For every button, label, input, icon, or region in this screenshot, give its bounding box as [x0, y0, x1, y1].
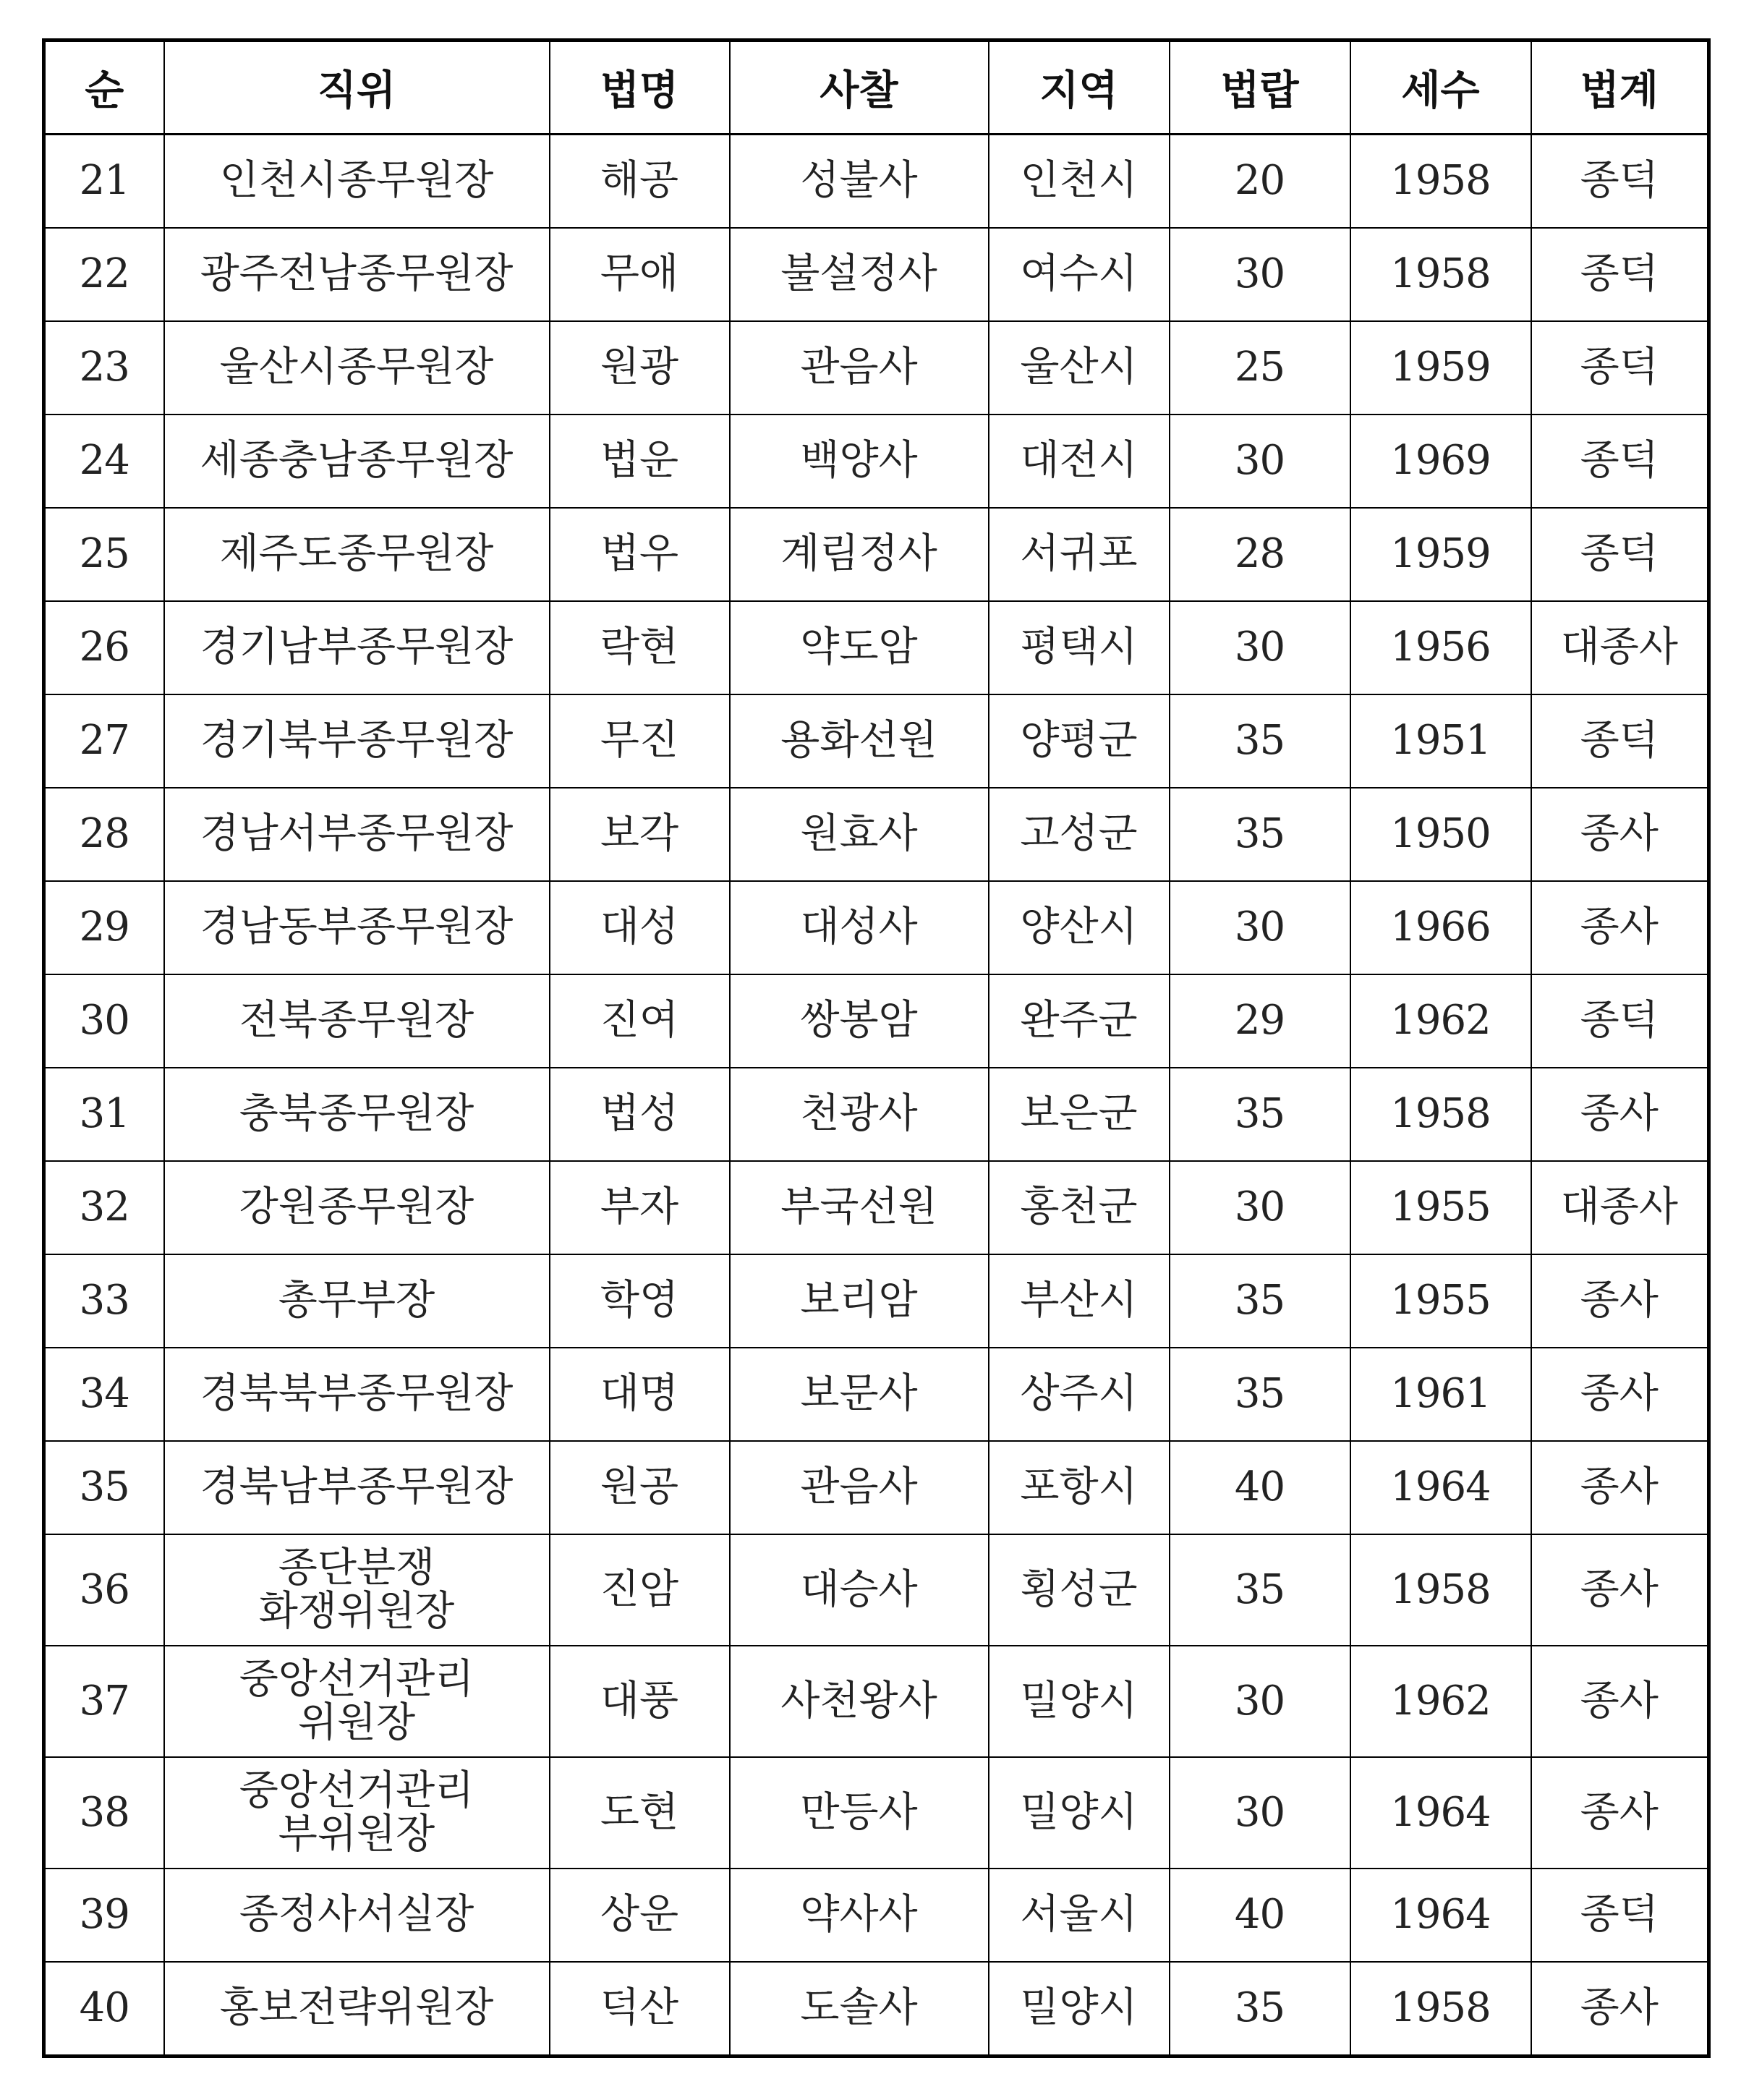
- cell-birth-year: 1956: [1350, 601, 1531, 694]
- cell-dharma-name: 해공: [550, 135, 730, 229]
- cell-monastic-years: 35: [1170, 694, 1350, 788]
- cell-temple: 관음사: [730, 1441, 989, 1534]
- cell-monastic-years: 30: [1170, 601, 1350, 694]
- cell-number: 39: [44, 1869, 164, 1962]
- cell-dharma-rank: 종덕: [1531, 228, 1709, 321]
- cell-position: [164, 974, 550, 1068]
- cell-number: 22: [44, 228, 164, 321]
- cell-birth-year: 1958: [1350, 135, 1531, 229]
- cell-dharma-rank: 종덕: [1531, 1869, 1709, 1962]
- cell-region: 포항시: [989, 1441, 1170, 1534]
- cell-monastic-years: 30: [1170, 415, 1350, 508]
- cell-region: 밀양시: [989, 1962, 1170, 2057]
- header-temple: 사찰: [730, 41, 989, 135]
- cell-monastic-years: 40: [1170, 1441, 1350, 1534]
- cell-dharma-name: 보각: [550, 788, 730, 881]
- cell-temple: 사천왕사: [730, 1646, 989, 1757]
- cell-position: [164, 788, 550, 881]
- cell-number: 37: [44, 1646, 164, 1757]
- cell-birth-year: 1955: [1350, 1161, 1531, 1254]
- header-number: 순: [44, 41, 164, 135]
- header-position: 직위: [164, 41, 550, 135]
- cell-monastic-years: 30: [1170, 1757, 1350, 1869]
- cell-dharma-name: 상운: [550, 1869, 730, 1962]
- table-row: [44, 1757, 1709, 1869]
- cell-monastic-years: 28: [1170, 508, 1350, 601]
- cell-birth-year: 1959: [1350, 321, 1531, 415]
- position-line: 광주전남종무원장: [200, 250, 514, 298]
- cell-dharma-name: 무애: [550, 228, 730, 321]
- cell-position: [164, 1534, 550, 1646]
- cell-position: [164, 694, 550, 788]
- header-row: [44, 41, 1709, 135]
- cell-region: 밀양시: [989, 1646, 1170, 1757]
- cell-number: 32: [44, 1161, 164, 1254]
- cell-monastic-years: 25: [1170, 321, 1350, 415]
- cell-number: 36: [44, 1534, 164, 1646]
- cell-temple: 부국선원: [730, 1161, 989, 1254]
- cell-dharma-rank: 종사: [1531, 788, 1709, 881]
- cell-dharma-name: 학영: [550, 1254, 730, 1348]
- cell-dharma-rank: 종덕: [1531, 694, 1709, 788]
- position-line: 경기북부종무원장: [200, 717, 514, 765]
- cell-monastic-years: 30: [1170, 1646, 1350, 1757]
- cell-dharma-rank: 종사: [1531, 1534, 1709, 1646]
- roster-table: [42, 38, 1711, 2058]
- table-row: [44, 321, 1709, 415]
- cell-dharma-name: 진여: [550, 974, 730, 1068]
- cell-dharma-name: 진암: [550, 1534, 730, 1646]
- position-line: 경북남부종무원장: [200, 1463, 514, 1511]
- position-line: 화쟁위원장: [258, 1588, 455, 1635]
- cell-region: 울산시: [989, 321, 1170, 415]
- table-row: [44, 974, 1709, 1068]
- cell-number: 31: [44, 1068, 164, 1161]
- cell-dharma-name: 대명: [550, 1348, 730, 1441]
- position-line: 충북종무원장: [239, 1090, 474, 1138]
- table-row: [44, 881, 1709, 974]
- cell-temple: 약도암: [730, 601, 989, 694]
- cell-birth-year: 1961: [1350, 1348, 1531, 1441]
- cell-number: 38: [44, 1757, 164, 1869]
- position-line: 경북북부종무원장: [200, 1370, 514, 1418]
- cell-temple: 원효사: [730, 788, 989, 881]
- table-body: [44, 135, 1709, 2057]
- header-dharma-name: 법명: [550, 41, 730, 135]
- header-dharma-rank: 법계: [1531, 41, 1709, 135]
- cell-temple: 성불사: [730, 135, 989, 229]
- cell-birth-year: 1964: [1350, 1757, 1531, 1869]
- table-header: [44, 41, 1709, 135]
- cell-region: 서울시: [989, 1869, 1170, 1962]
- position-line: 전북종무원장: [239, 997, 474, 1045]
- cell-dharma-name: 법운: [550, 415, 730, 508]
- cell-temple: 약사사: [730, 1869, 989, 1962]
- cell-birth-year: 1959: [1350, 508, 1531, 601]
- cell-number: 30: [44, 974, 164, 1068]
- table-row: [44, 1869, 1709, 1962]
- cell-position: [164, 881, 550, 974]
- cell-position: [164, 1962, 550, 2057]
- cell-temple: 쌍봉암: [730, 974, 989, 1068]
- cell-position: [164, 321, 550, 415]
- cell-dharma-name: 법우: [550, 508, 730, 601]
- cell-birth-year: 1962: [1350, 974, 1531, 1068]
- position-line: 경남서부종무원장: [200, 810, 514, 858]
- cell-birth-year: 1955: [1350, 1254, 1531, 1348]
- cell-position: [164, 1757, 550, 1869]
- cell-dharma-name: 법성: [550, 1068, 730, 1161]
- position-line: 총무부장: [278, 1277, 435, 1325]
- cell-temple: 천광사: [730, 1068, 989, 1161]
- header-monastic-years: 법랍: [1170, 41, 1350, 135]
- table-row: [44, 1068, 1709, 1161]
- cell-number: 34: [44, 1348, 164, 1441]
- cell-region: 완주군: [989, 974, 1170, 1068]
- table-row: [44, 1161, 1709, 1254]
- cell-dharma-name: 부자: [550, 1161, 730, 1254]
- position-line: 제주도종무원장: [219, 530, 494, 578]
- position-line: 홍보전략위원장: [219, 1984, 494, 2032]
- cell-dharma-rank: 대종사: [1531, 1161, 1709, 1254]
- cell-monastic-years: 35: [1170, 1962, 1350, 2057]
- cell-monastic-years: 29: [1170, 974, 1350, 1068]
- cell-birth-year: 1966: [1350, 881, 1531, 974]
- position-line: 울산시종무원장: [219, 344, 494, 391]
- cell-monastic-years: 30: [1170, 881, 1350, 974]
- position-line: 중앙선거관리: [239, 1767, 474, 1814]
- table-row: [44, 788, 1709, 881]
- table-row: [44, 1441, 1709, 1534]
- cell-position: [164, 1068, 550, 1161]
- cell-number: 27: [44, 694, 164, 788]
- cell-birth-year: 1950: [1350, 788, 1531, 881]
- table-row: [44, 1348, 1709, 1441]
- cell-region: 상주시: [989, 1348, 1170, 1441]
- cell-monastic-years: 30: [1170, 228, 1350, 321]
- cell-birth-year: 1958: [1350, 1962, 1531, 2057]
- cell-region: 대전시: [989, 415, 1170, 508]
- cell-dharma-rank: 종사: [1531, 1348, 1709, 1441]
- cell-position: [164, 1869, 550, 1962]
- table-row: [44, 601, 1709, 694]
- cell-region: 보은군: [989, 1068, 1170, 1161]
- table-row: [44, 135, 1709, 229]
- cell-dharma-rank: 대종사: [1531, 601, 1709, 694]
- cell-dharma-rank: 종사: [1531, 1254, 1709, 1348]
- position-line: 종단분쟁: [278, 1544, 435, 1591]
- table-row: [44, 1534, 1709, 1646]
- cell-monastic-years: 35: [1170, 1534, 1350, 1646]
- cell-number: 24: [44, 415, 164, 508]
- cell-dharma-rank: 종덕: [1531, 135, 1709, 229]
- table-row: [44, 228, 1709, 321]
- cell-temple: 보리암: [730, 1254, 989, 1348]
- cell-dharma-rank: 종덕: [1531, 974, 1709, 1068]
- cell-temple: 계림정사: [730, 508, 989, 601]
- cell-dharma-rank: 종덕: [1531, 415, 1709, 508]
- cell-monastic-years: 20: [1170, 135, 1350, 229]
- cell-dharma-name: 무진: [550, 694, 730, 788]
- cell-birth-year: 1964: [1350, 1441, 1531, 1534]
- cell-birth-year: 1958: [1350, 228, 1531, 321]
- cell-number: 26: [44, 601, 164, 694]
- cell-monastic-years: 35: [1170, 1254, 1350, 1348]
- position-line: 종정사서실장: [239, 1891, 474, 1939]
- cell-temple: 용화선원: [730, 694, 989, 788]
- table-row: [44, 1962, 1709, 2057]
- cell-dharma-name: 락현: [550, 601, 730, 694]
- cell-region: 서귀포: [989, 508, 1170, 601]
- cell-dharma-name: 원광: [550, 321, 730, 415]
- position-line: 경남동부종무원장: [200, 904, 514, 951]
- cell-region: 밀양시: [989, 1757, 1170, 1869]
- table-row: [44, 415, 1709, 508]
- cell-dharma-name: 덕산: [550, 1962, 730, 2057]
- cell-dharma-rank: 종사: [1531, 1068, 1709, 1161]
- cell-number: 35: [44, 1441, 164, 1534]
- cell-number: 23: [44, 321, 164, 415]
- header-region: 지역: [989, 41, 1170, 135]
- cell-number: 21: [44, 135, 164, 229]
- cell-monastic-years: 35: [1170, 1348, 1350, 1441]
- cell-dharma-rank: 종덕: [1531, 508, 1709, 601]
- cell-number: 40: [44, 1962, 164, 2057]
- cell-birth-year: 1964: [1350, 1869, 1531, 1962]
- cell-birth-year: 1958: [1350, 1068, 1531, 1161]
- cell-monastic-years: 30: [1170, 1161, 1350, 1254]
- cell-birth-year: 1951: [1350, 694, 1531, 788]
- cell-region: 양평군: [989, 694, 1170, 788]
- cell-position: [164, 1441, 550, 1534]
- cell-position: [164, 1161, 550, 1254]
- position-line: 강원종무원장: [239, 1183, 474, 1231]
- cell-number: 28: [44, 788, 164, 881]
- cell-birth-year: 1969: [1350, 415, 1531, 508]
- cell-region: 양산시: [989, 881, 1170, 974]
- cell-region: 홍천군: [989, 1161, 1170, 1254]
- cell-position: [164, 1646, 550, 1757]
- cell-position: [164, 1348, 550, 1441]
- cell-temple: 보문사: [730, 1348, 989, 1441]
- cell-temple: 백양사: [730, 415, 989, 508]
- cell-dharma-rank: 종사: [1531, 881, 1709, 974]
- cell-position: [164, 415, 550, 508]
- position-line: 세종충남종무원장: [200, 437, 514, 485]
- cell-dharma-name: 대풍: [550, 1646, 730, 1757]
- position-line: 경기남부종무원장: [200, 624, 514, 671]
- position-line: 중앙선거관리: [239, 1655, 474, 1703]
- cell-dharma-rank: 종사: [1531, 1441, 1709, 1534]
- cell-monastic-years: 35: [1170, 1068, 1350, 1161]
- cell-temple: 만등사: [730, 1757, 989, 1869]
- cell-region: 고성군: [989, 788, 1170, 881]
- cell-position: [164, 508, 550, 601]
- cell-temple: 대성사: [730, 881, 989, 974]
- cell-dharma-rank: 종덕: [1531, 321, 1709, 415]
- cell-number: 33: [44, 1254, 164, 1348]
- cell-region: 평택시: [989, 601, 1170, 694]
- cell-temple: 대승사: [730, 1534, 989, 1646]
- cell-dharma-name: 도현: [550, 1757, 730, 1869]
- cell-region: 부산시: [989, 1254, 1170, 1348]
- cell-region: 여수시: [989, 228, 1170, 321]
- cell-position: [164, 601, 550, 694]
- cell-temple: 관음사: [730, 321, 989, 415]
- cell-temple: 도솔사: [730, 1962, 989, 2057]
- cell-monastic-years: 40: [1170, 1869, 1350, 1962]
- cell-region: 횡성군: [989, 1534, 1170, 1646]
- cell-birth-year: 1958: [1350, 1534, 1531, 1646]
- position-line: 위원장: [297, 1699, 416, 1746]
- cell-position: [164, 1254, 550, 1348]
- cell-temple: 불설정사: [730, 228, 989, 321]
- cell-dharma-name: 대성: [550, 881, 730, 974]
- position-line: 부위원장: [278, 1811, 435, 1858]
- cell-number: 25: [44, 508, 164, 601]
- cell-dharma-rank: 종사: [1531, 1962, 1709, 2057]
- table-row: [44, 508, 1709, 601]
- cell-number: 29: [44, 881, 164, 974]
- cell-dharma-rank: 종사: [1531, 1757, 1709, 1869]
- cell-dharma-name: 원공: [550, 1441, 730, 1534]
- cell-region: 인천시: [989, 135, 1170, 229]
- cell-position: [164, 135, 550, 229]
- cell-dharma-rank: 종사: [1531, 1646, 1709, 1757]
- position-line: 인천시종무원장: [219, 157, 494, 205]
- cell-monastic-years: 35: [1170, 788, 1350, 881]
- table-row: [44, 694, 1709, 788]
- table-row: [44, 1646, 1709, 1757]
- table-row: [44, 1254, 1709, 1348]
- header-birth-year: 세수: [1350, 41, 1531, 135]
- cell-position: [164, 228, 550, 321]
- cell-birth-year: 1962: [1350, 1646, 1531, 1757]
